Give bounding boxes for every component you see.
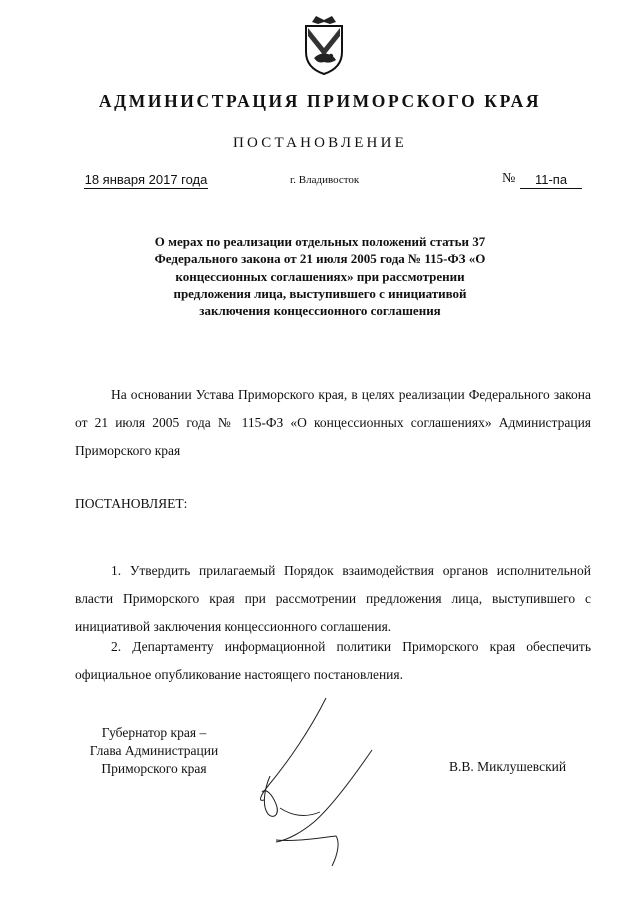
document-heading: О мерах по реализации отдельных положений статьи 37 Федерального закона от 21 июля 2005 года № 115-ФЗ «О концессионных соглашениях» при рассмотрении предложения лица, выступившего с инициативой заключения концессионного соглашения [154, 234, 486, 319]
decree-item-2: 2. Департаменту информационной политики Приморского края обеспечить официальное опубликование настоящего постановления. [75, 639, 591, 682]
document-date: 18 января 2017 года [84, 172, 208, 187]
number-sign: № [502, 171, 516, 186]
document-number: 11-па [520, 172, 582, 189]
signatory-title-line: Губернатор края – [101, 725, 207, 740]
coat-of-arms-icon [300, 14, 348, 76]
signatory-title [72, 724, 236, 778]
decree-item-1: 1. Утвердить прилагаемый Порядок взаимодействия органов исполнительной власти Приморского края при рассмотрении предложения лица, выступившего с инициативой заключения концессионного соглашения. [75, 563, 591, 634]
signatory-title-line: Глава Администрации [89, 743, 219, 758]
intro-paragraph: На основании Устава Приморского края, в целях реализации Федерального закона от 21 июля 2005 года № 115-ФЗ «О концессионных соглашениях» Администрация Приморского края [75, 387, 591, 458]
signatory-title-line: Приморского края [101, 761, 207, 776]
decree-word: ПОСТАНОВЛЯЕТ: [75, 496, 188, 511]
handwritten-signature [240, 690, 380, 875]
document-city: г. Владивосток [290, 174, 360, 186]
signer-name: В.В. Миклушевский [449, 759, 567, 774]
organization-title: АДМИНИСТРАЦИЯ ПРИМОРСКОГО КРАЯ [98, 91, 542, 111]
document-type: ПОСТАНОВЛЕНИЕ [233, 135, 407, 151]
